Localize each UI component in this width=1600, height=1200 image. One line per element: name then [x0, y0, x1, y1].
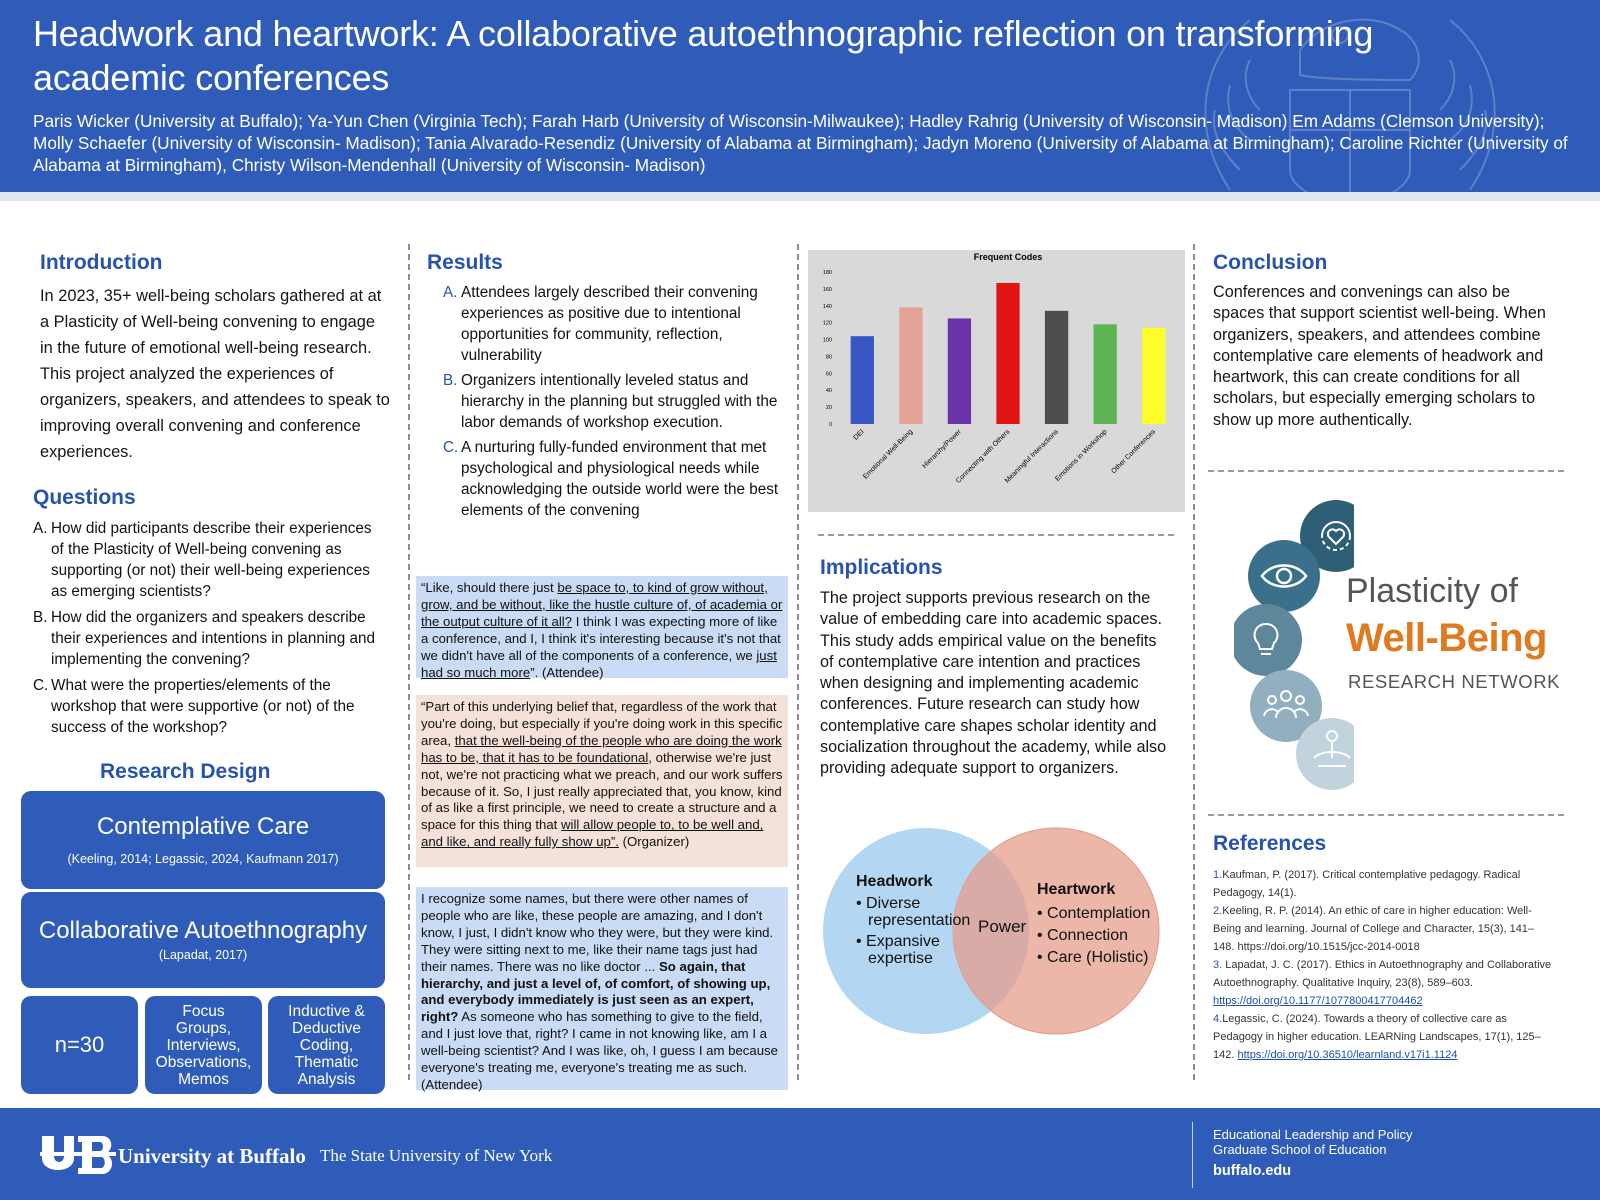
- university-subtitle: The State University of New York: [320, 1146, 553, 1165]
- plasticity-wellbeing-logo: [1234, 496, 1594, 802]
- questions-heading: Questions: [33, 486, 136, 509]
- reference-link[interactable]: https://doi.org/10.36510/learnland.v17i1.1124: [1237, 1049, 1458, 1061]
- x-tick-label: Emotions in Workshop: [1054, 428, 1109, 483]
- implications-text: The project supports previous research on the value of embedding care into academic spaces. This study adds empirical value on the benefits of contemplative care intention and practices when designing and implementing academic conferences. Future research can study how contemplative care shapes scholar identity and socialization throughout the academy, while also providing adequate support to organizers.: [820, 589, 1167, 778]
- ub-logo-icon: [40, 1134, 116, 1176]
- heartwork-label: Heartwork: [1037, 881, 1116, 898]
- frequent-codes-chart: [808, 250, 1185, 512]
- x-tick-label: Hierarchy/Power: [921, 428, 963, 471]
- logo-line-1: Plasticity of: [1346, 572, 1518, 610]
- x-tick-label: Emotional Well-Being: [862, 428, 915, 481]
- headwork-item: • Expansive: [856, 933, 940, 950]
- bar-chart-svg: [808, 250, 1185, 512]
- column-divider-1: [408, 244, 410, 1080]
- section-divider-references: [1208, 814, 1564, 816]
- research-design-heading: Research Design: [100, 760, 271, 783]
- questions-list: [33, 518, 378, 743]
- heartwork-item: • Care (Holistic): [1037, 949, 1149, 966]
- chart-title: Frequent Codes: [973, 252, 1043, 262]
- y-tick-label: 100: [822, 337, 832, 344]
- sample-size-box: n=30: [21, 996, 138, 1094]
- bar: [948, 318, 971, 424]
- conclusion-text: Conferences and convenings can also be spaces that support scientist well-being. When organizers, speakers, and attendees combine contemplative care elements of headwork and heartwork, this can create conditions for all scholars, but especially emerging scholars to show up more authentically.: [1213, 283, 1546, 429]
- implications-heading: Implications: [820, 556, 943, 579]
- y-tick-label: 140: [822, 303, 832, 310]
- website-link[interactable]: buffalo.edu: [1213, 1163, 1292, 1179]
- headwork-label: Headwork: [856, 873, 933, 890]
- list-item: C. What were the properties/elements of the workshop that were supportive (or not) of the success of the workshop?: [33, 677, 355, 736]
- bar: [1045, 311, 1068, 424]
- y-tick-label: 80: [825, 354, 832, 361]
- references-heading: References: [1213, 832, 1327, 855]
- author-list: Paris Wicker (University at Buffalo); Ya-Yun Chen (Virginia Tech); Farah Harb (University of Wisconsin-Milwaukee); Hadley Rahrig (University of Wisconsin- Madison) Em Adams (Clemson University); Molly Schaefer (University of Wisconsin- Madison); Tania Alvarado-Resendiz (University of Alabama at Birmingham); Jadyn Moreno (University of Alabama at Birmingham); Caroline Richter (University of Alabama at Birmingham), Christy Wilson-Mendenhall (University of Wisconsin- Madison): [33, 111, 1568, 175]
- results-heading: Results: [427, 251, 503, 274]
- list-item: B. Organizers intentionally leveled status and hierarchy in the planning but struggled with the labor demands of workshop execution.: [443, 372, 778, 431]
- footer-divider: [1192, 1122, 1193, 1188]
- list-item: B. How did the organizers and speakers describe their experiences and intentions in planning and implementing the convening?: [33, 609, 376, 668]
- bar: [1142, 328, 1165, 424]
- x-tick-label: Other Conferences: [1110, 428, 1158, 476]
- quote-attendee-1: “Like, should there just be space to, to kind of grow without, grow, and be without, like the hustle culture of, of academia or the output culture of it all? I think I was expecting more of like a conference, and I, I think it's interesting because it's not that we didn't have all of the components of a conference, we just had so much more”. (Attendee): [416, 576, 788, 678]
- reference-item: 2.Keeling, R. P. (2014). An ethic of care in higher education: Well-Being and learning. Journal of College and Character, 15(3), 141–148. https://doi.org/10.1515/jcc-2014-0018: [1213, 905, 1535, 953]
- bar: [996, 283, 1019, 424]
- heartwork-item: • Connection: [1037, 927, 1128, 944]
- y-tick-label: 60: [825, 371, 832, 378]
- list-item: A. How did participants describe their experiences of the Plasticity of Well-being convening as supporting (or not) their well-being experiences as emerging scientists?: [33, 520, 372, 600]
- headwork-item: representation: [868, 912, 971, 929]
- header-underline: [0, 192, 1600, 201]
- reference-item: 4.Legassic, C. (2024). Towards a theory of collective care as Pedagogy in higher education. LEARNing Landscapes, 17(1), 125–142. https://doi.org/10.36510/learnland.v17i1.1124: [1213, 1013, 1541, 1061]
- headwork-item: • Diverse: [856, 895, 921, 912]
- poster-title: Headwork and heartwork: A collaborative autoethnographic reflection on transforming academic conferences: [33, 13, 1374, 98]
- bar: [1093, 324, 1116, 424]
- contemplative-care-box: Contemplative Care (Keeling, 2014; Legassic, 2024, Kaufmann 2017): [21, 791, 385, 889]
- department-name: Educational Leadership and Policy Graduate School of Education: [1213, 1127, 1413, 1157]
- y-tick-label: 180: [822, 270, 832, 276]
- introduction-text: In 2023, 35+ well-being scholars gathered at at a Plasticity of Well-being convening to engage in the future of emotional well-being research. This project analyzed the experiences of organizers, speakers, and attendees to speak to improving overall convening and conference experiences.: [40, 287, 390, 461]
- section-divider-logo: [1208, 470, 1564, 472]
- list-item: C. A nurturing fully-funded environment that met psychological and physiological needs while acknowledging the outside world were the best elements of the convening: [443, 439, 779, 519]
- power-label: Power: [978, 917, 1027, 936]
- poster-footer: [0, 1108, 1600, 1200]
- x-tick-label: Meaningful Interactions: [1003, 428, 1060, 485]
- reference-link[interactable]: https://doi.org/10.1177/1077800417704462: [1213, 995, 1423, 1007]
- collaborative-autoethnography-box: Collaborative Autoethnography (Lapadat, 2017): [21, 892, 385, 988]
- headwork-item: expertise: [868, 950, 933, 967]
- headwork-heartwork-venn: [822, 824, 1162, 1042]
- reference-item: 3. Lapadat, J. C. (2017). Ethics in Autoethnography and Collaborative Autoethnography. Qualitative Inquiry, 23(8), 589–603. https://doi.org/10.1177/1077800417704462: [1213, 959, 1552, 1007]
- quote-organizer: “Part of this underlying belief that, regardless of the work that you're doing, but especially if you're doing work in this specific area, that the well-being of the people who are doing the work has to be, that it has to be foundational, otherwise we're just not, we're not practicing what we preach, and our work suffers because of it. So, I just really appreciated that, you know, kind of as like a first principle, we need to create a structure and a space for this thing that will allow people to, to be well and, and like, and really fully show up”. (Organizer): [416, 695, 788, 867]
- lightbulb-icon: [1234, 604, 1302, 676]
- x-tick-label: Connecting with Others: [955, 428, 1012, 485]
- introduction-heading: Introduction: [40, 251, 163, 274]
- y-tick-label: 40: [825, 388, 832, 395]
- column-divider-2: [797, 244, 799, 1080]
- reference-item: 1.Kaufman, P. (2017). Critical contemplative pedagogy. Radical Pedagogy, 14(1).: [1213, 869, 1521, 899]
- methods-box: Focus Groups, Interviews, Observations, Memos: [145, 996, 262, 1094]
- y-tick-label: 120: [822, 320, 832, 327]
- column-divider-3: [1193, 244, 1195, 1080]
- references-list: [1213, 866, 1553, 1064]
- y-tick-label: 20: [825, 405, 832, 412]
- quote-attendee-2: I recognize some names, but there were other names of people who are like, these people are amazing, and I don't know, I just, I didn't know who they were, but they were kind. They were sitting next to me, like their name tags just had their names. There was no like doctor ... So again, that hierarchy, and just a level of, of comfort, of showing up, and everybody immediately is just seen as an expert, right? As someone who has something to give to the field, and I just love that, right? I came in not knowing like, am I a well-being scientist? And I was like, oh, I guess I am because everyone's treating me, everyone's treating me as such. (Attendee): [416, 887, 788, 1090]
- university-name: University at Buffalo: [118, 1144, 306, 1168]
- y-tick-label: 160: [822, 286, 832, 293]
- bar: [899, 307, 922, 424]
- conclusion-heading: Conclusion: [1213, 251, 1328, 274]
- poster-header: [0, 0, 1600, 192]
- analysis-box: Inductive & Deductive Coding, Thematic Analysis: [268, 996, 385, 1094]
- x-tick-label: DEI: [852, 428, 866, 442]
- eye-icon: [1248, 540, 1320, 612]
- section-divider-implications: [818, 534, 1174, 536]
- list-item: A. Attendees largely described their convening experiences as positive due to intentional opportunities for community, reflection, vulnerability: [443, 284, 758, 364]
- heartwork-item: • Contemplation: [1037, 905, 1151, 922]
- results-list: [443, 282, 783, 525]
- logo-line-2: Well-Being: [1346, 616, 1547, 660]
- y-tick-label: 0: [828, 422, 832, 428]
- bar: [851, 336, 874, 424]
- logo-line-3: RESEARCH NETWORK: [1348, 671, 1561, 692]
